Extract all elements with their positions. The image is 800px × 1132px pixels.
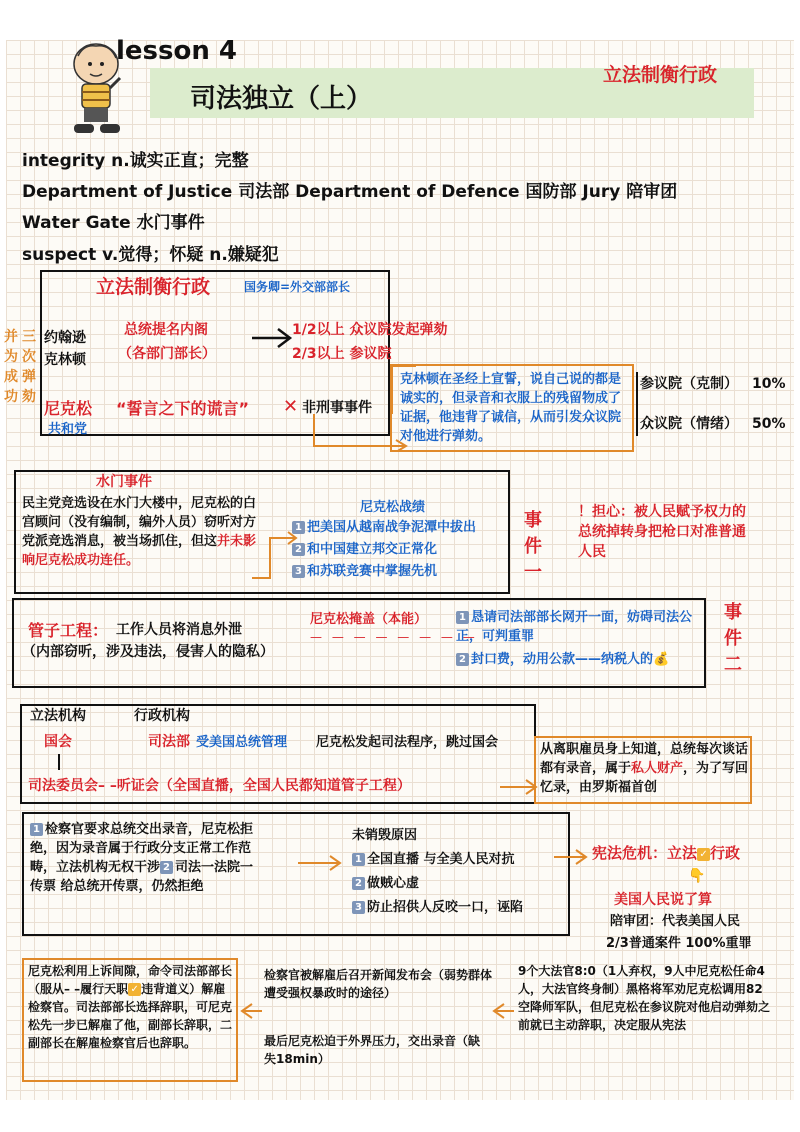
- recording-note: 从离职雇员身上知道，总统每次谈话都有录音，属于私人财产，为了写回忆录，由罗斯福首创: [540, 742, 749, 795]
- vocab-line-3: Water Gate 水门事件: [22, 213, 205, 233]
- reason-3: 防止招供人反咬一口，诬陷: [367, 900, 524, 915]
- watergate-title: 水门事件: [96, 474, 152, 490]
- arrow-left-icon: [238, 1000, 264, 1022]
- watergate-highlight: 并未影响尼克松成功连任。: [22, 534, 257, 568]
- executive-label: 行政机构: [134, 708, 190, 724]
- jury-label: 陪审团：代表美国人民: [610, 914, 741, 929]
- supreme-court-note: 9个大法官8:0（1人弃权，9人中尼克松任命4人，大法官终身制）黑格将军劝尼克松调用82空降师军队，但尼克松在参议院对他启动弹劾之前就已主动辞职，决定服从宪法: [518, 964, 771, 1032]
- plumbers-title: 管子工程：: [28, 621, 109, 640]
- coverup-item-1: 恳请司法部部长网开一面，妨碍司法公正，可判重罪: [456, 610, 693, 644]
- nomination-sub: （各部门部长）: [118, 346, 216, 362]
- check-icon: ✓: [697, 848, 710, 861]
- resign-body: 尼克松利用上诉间隙，命令司法部部长（服从– –履行天职: [28, 964, 233, 996]
- vocab-line-1: integrity n.诚实正直；完整: [22, 151, 249, 171]
- private-property-highlight: 私人财产: [631, 761, 684, 776]
- achievement-2: 和中国建立邦交正常化: [307, 542, 438, 557]
- number-1-icon: 1: [30, 823, 43, 836]
- header-tag: 立法制衡行政: [603, 64, 718, 86]
- vertical-line: [58, 754, 60, 770]
- president-johnson: 约翰逊: [44, 330, 86, 346]
- plumbers-body-2: （内部窃听，涉及违法，侵害人的隐私）: [22, 644, 274, 660]
- jury-stats: 2/3普通案件 100%重罪: [606, 936, 752, 951]
- doj-note: 受美国总统管理: [196, 735, 288, 750]
- hearing-label: 司法委员会– –听证会（全国直播，全国人民都知道管子工程）: [28, 778, 411, 794]
- vocab-line-2: Department of Justice 司法部 Department of Defence 国防部 Jury 陪审团: [22, 182, 678, 202]
- number-1-icon: 1: [352, 853, 365, 866]
- reason-1: 全国直播 与全美人民对抗: [367, 852, 515, 867]
- reason-2: 做贼心虚: [367, 876, 420, 891]
- tapes-body-2: 司法一法院一传票 给总统开传票，仍然拒绝: [30, 860, 254, 894]
- lesson-label: lesson 4: [116, 36, 238, 66]
- side-note-b: 并为成功: [4, 329, 18, 405]
- senate-pct: 10%: [752, 376, 786, 392]
- event-two-label: 事件二: [724, 602, 742, 675]
- press-conference: 检察官被解雇后召开新闻发布会（弱势群体遭受强权暴政时的途径）: [264, 968, 493, 1000]
- number-1-icon: 1: [292, 521, 305, 534]
- people-decide: 美国人民说了算: [614, 892, 712, 908]
- impeach-rule-2: 2/3以上 参议院: [292, 346, 392, 362]
- arrow-right-icon: [296, 852, 346, 874]
- house-pct: 50%: [752, 416, 786, 432]
- arrow-right-icon: [552, 846, 592, 868]
- crisis-label-b: 行政: [710, 844, 741, 862]
- sec1-note: 国务卿=外交部部长: [244, 280, 351, 294]
- dashed-line: — — — — — — — —: [310, 630, 478, 644]
- party-label: 共和党: [48, 422, 88, 437]
- nomination-label: 总统提名内阁: [124, 322, 208, 338]
- number-2-icon: 2: [352, 877, 365, 890]
- achievement-1: 把美国从越南战争泥潭中拔出: [307, 520, 477, 535]
- cross-icon: ✕: [283, 396, 299, 417]
- number-1-icon: 1: [456, 611, 469, 624]
- check-icon: ✓: [128, 983, 141, 996]
- president-clinton: 克林顿: [44, 352, 86, 368]
- worry-note: ！担心：被人民赋予权力的总统掉转身把枪口对准普通人民: [578, 504, 746, 560]
- nixon-label: 尼克松: [44, 399, 93, 418]
- congress-label: 国会: [44, 734, 72, 750]
- achievement-3: 和苏联竞赛中掌握先机: [307, 564, 438, 579]
- tapes-body: 检察官要求总统交出录音，尼克松拒绝，因为录音属于行政分支正常工作范畴，立法机构无权干涉: [30, 822, 254, 875]
- resign-body-b: 违背道义）解雇检察官。司法部部长选择辞职，可尼克松先一步已解雇了他，副部长辞职，二副部长在解雇检察官后也辞职。: [28, 982, 233, 1050]
- achievements-title: 尼克松战绩: [360, 500, 426, 515]
- number-2-icon: 2: [456, 653, 469, 666]
- coverup-label: 尼克松掩盖（本能）: [310, 612, 428, 627]
- divider: [636, 372, 638, 436]
- nixon-quote: “誓言之下的谎言”: [116, 399, 250, 418]
- watergate-body: 民主党竞选设在水门大楼中，尼克松的白宫顾问（没有编制，编外人员）窃听对方党派竞选消息，被当场抓住，但这: [22, 496, 257, 549]
- senate-label: 参议院（克制）: [640, 376, 738, 392]
- number-2-icon: 2: [160, 861, 173, 874]
- number-2-icon: 2: [292, 543, 305, 556]
- house-label: 众议院（情绪）: [640, 416, 738, 432]
- reason-title: 未销毁原因: [352, 828, 418, 843]
- tapes-released: 最后尼克松迫于外界压力，交出录音（缺失18min）: [264, 1034, 481, 1066]
- arrow-right-icon: [250, 326, 294, 350]
- vocab-line-4: suspect v.觉得；怀疑 n.嫌疑犯: [22, 245, 279, 265]
- arrow-left-icon: [490, 1000, 516, 1022]
- sec1-title: 立法制衡行政: [96, 276, 211, 298]
- doj-label: 司法部: [148, 734, 190, 750]
- legislature-label: 立法机构: [30, 708, 86, 724]
- coverup-item-2: 封口费，动用公款——纳税人的💰: [471, 652, 670, 667]
- nixon-procedure: 尼克松发起司法程序，跳过国会: [316, 735, 499, 750]
- noncriminal-label: 非刑事事件: [302, 400, 372, 416]
- impeach-rule-1: 1/2以上 众议院发起弹劾: [292, 322, 448, 338]
- clinton-note: 克林顿在圣经上宣誓，说自己说的都是诚实的，但录音和衣服上的残留物成了证据，他违背了诚信，从而引发众议院对他进行弹劾。: [400, 372, 622, 444]
- pointing-icon: 👇: [688, 868, 706, 884]
- page-title: 司法独立（上）: [190, 84, 373, 114]
- plumbers-body: 工作人员将消息外泄: [116, 622, 242, 638]
- crisis-label: 宪法危机：立法: [592, 844, 698, 862]
- side-note-a: 三次弹劾: [22, 329, 36, 405]
- event-one-label: 事件一: [524, 510, 542, 583]
- number-3-icon: 3: [352, 901, 365, 914]
- number-3-icon: 3: [292, 565, 305, 578]
